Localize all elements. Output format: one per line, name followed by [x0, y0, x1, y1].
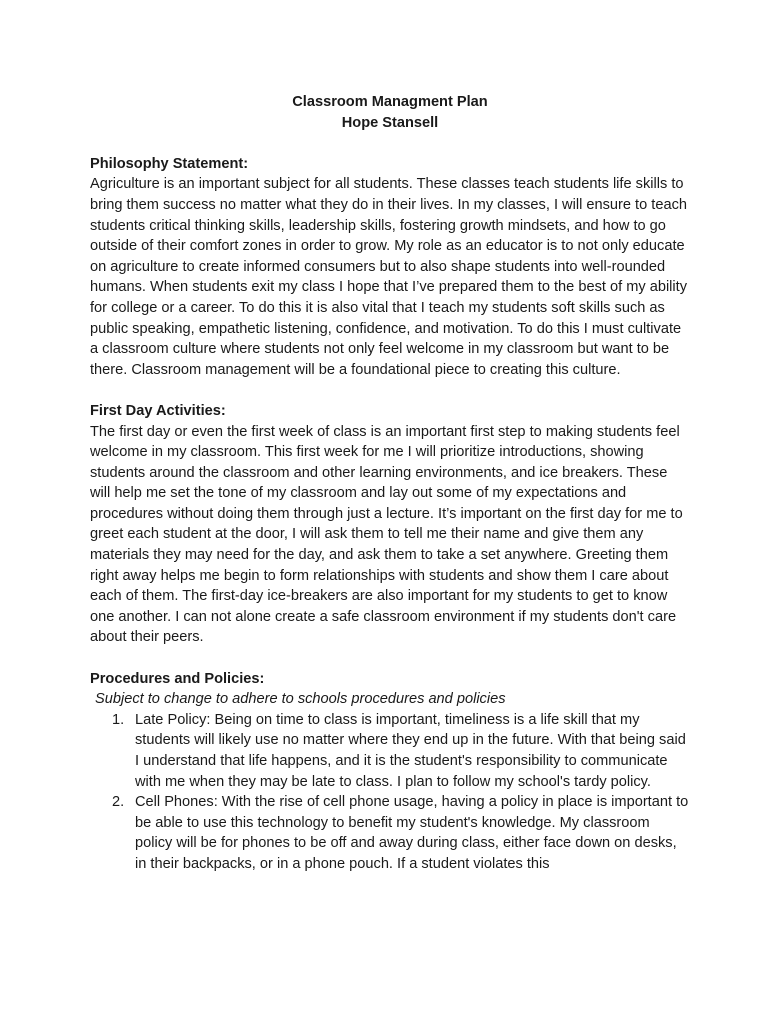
- spacer: [90, 380, 690, 401]
- document-title: Classroom Managment Plan: [292, 94, 488, 110]
- list-item-number: 1.: [112, 711, 125, 728]
- spacer: [90, 133, 690, 154]
- list-item-text: Cell Phones: With the rise of cell phone usage, having a policy in place is important to be able to use this technology to benefit my student's knowledge. My classroom policy will be for phones to be off and away during class, either face down on desks, in their backpacks, or in a phone pouch. If a student violates this: [135, 794, 689, 872]
- document-body: [90, 92, 690, 875]
- philosophy-heading: Philosophy Statement:: [90, 155, 249, 172]
- title-block: [90, 92, 690, 133]
- list-item: [90, 710, 690, 792]
- philosophy-paragraph: Agriculture is an important subject for all students. These classes teach students life skills to bring them success no matter what they do in their lives. In my classes, I will ensure to teach students critical thinking skills, leadership skills, fostering growth mindsets, and how to go outside of their comfort zones in order to grow. My role as an educator is to not only educate on agriculture to create informed consumers but to also shape students into well-rounded humans. When students exit my class I hope that I’ve prepared them to the best of my ability for college or a career. To do this it is also vital that I teach my students soft skills such as public speaking, empathetic listening, confidence, and motivation. To do this I must cultivate a classroom culture where students not only feel welcome in my classroom but want to be there. Classroom management will be a foundational piece to creating this culture.: [90, 176, 688, 378]
- list-item-text: Late Policy: Being on time to class is important, timeliness is a life skill that my students will likely use no matter where they end up in the future. With that being said I understand that life happens, and it is the student's responsibility to communicate with me when they may be late to class. I plan to follow my school's tardy policy.: [135, 711, 686, 790]
- list-item-number: 2.: [112, 794, 125, 811]
- procedures-subtitle: Subject to change to adhere to schools procedures and policies: [95, 691, 506, 708]
- spacer: [90, 648, 690, 669]
- document-author: Hope Stansell: [341, 114, 439, 131]
- first-day-paragraph: The first day or even the first week of class is an important first step to making students feel welcome in my classroom. This first week for me I will prioritize introductions, showing students around the classroom and other learning environments, and ice breakers. These will help me set the tone of my classroom and lay out some of my expectations and procedures without doing them through just a lecture. It’s important on the first day for me to greet each student at the door, I will ask them to tell me their name and give them any materials they may need for the day, and ask them to take a set anywhere. Greeting them right away helps me begin to form relationships with students and show them I care about each of them. The first-day ice-breakers are also important for my students to get to know one another. I can not alone create a safe classroom environment if my students don't care about their peers.: [90, 423, 683, 646]
- procedures-heading: Procedures and Policies:: [90, 670, 265, 687]
- first-day-heading: First Day Activities:: [90, 402, 226, 419]
- list-item: [90, 792, 690, 874]
- policy-list: [90, 710, 690, 875]
